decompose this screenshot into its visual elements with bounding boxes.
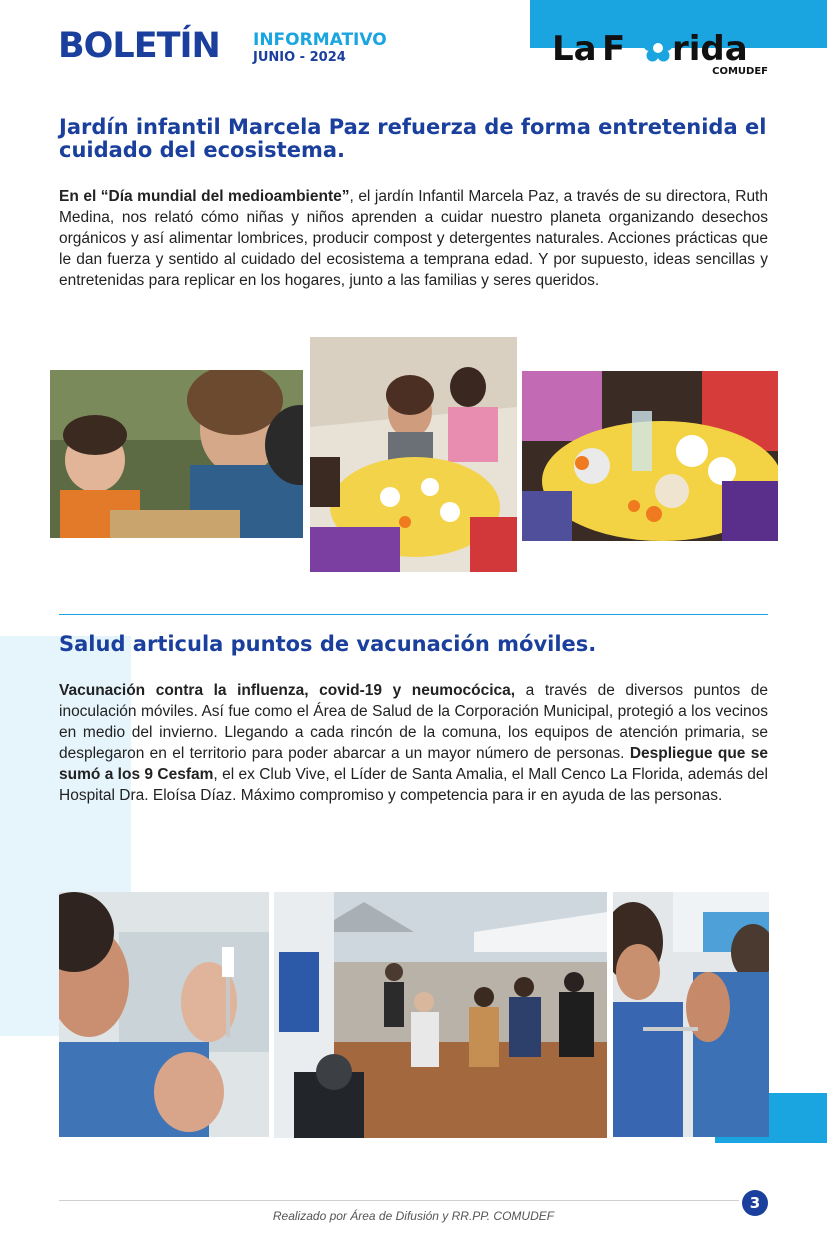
section-divider bbox=[59, 614, 768, 615]
article-1-lead: En el “Día mundial del medioambiente” bbox=[59, 188, 350, 205]
article-1-heading: Jardín infantil Marcela Paz refuerza de forma entretenida el cuidado del ecosistema. bbox=[59, 115, 767, 162]
article-1-body bbox=[59, 186, 768, 291]
article-1-text: , el jardín Infantil Marcela Paz, a través de su directora, Ruth Medina, nos relató cómo niñas y niños aprenden a cuidar nuestro planeta organizando desechos orgánicos y así alimentar lombrices, producir compost y detergentes naturales. Acciones prácticas que le dan fuerza y sentido al cuidado del ecosistema a temprana edad. Y por supuesto, ideas sencillas y entretenidas para replicar en los hogares, junto a las familias y seres queridos. bbox=[59, 188, 768, 289]
article-2-text-1: a través de diversos puntos de inoculación móviles. Así fue como el Área de Salud de la Corporación Municipal, protegió a los vecinos en medio del invierno. Llegando a cada rincón de la comuna, los equipos de atención primaria, se desplegaron en el territorio para poder abarcar a un mayor número de personas. bbox=[59, 682, 768, 762]
photo-tent-activity bbox=[310, 337, 517, 572]
footer-credit: Realizado por Área de Difusión y RR.PP. COMUDEF bbox=[272, 1209, 555, 1223]
article-2-heading: Salud articula puntos de vacunación móviles. bbox=[59, 632, 597, 656]
article-2-text-2: , el ex Club Vive, el Líder de Santa Amalia, el Mall Cenco La Florida, además del Hospital Dra. Eloísa Díaz. Máximo compromiso y competencia para ir en ayuda de las personas. bbox=[59, 766, 768, 804]
article-2-highlight: Despliegue que se sumó a los 9 Cesfam bbox=[59, 745, 769, 783]
bulletin-date: JUNIO - 2024 bbox=[253, 50, 346, 65]
photo-nurse-syringe bbox=[59, 892, 269, 1137]
logo-text-la: La bbox=[552, 29, 597, 69]
photo-vaccination-arm bbox=[613, 892, 769, 1137]
photo-table-fruits bbox=[522, 371, 778, 541]
article-2-body bbox=[59, 680, 768, 806]
footer-divider bbox=[59, 1200, 739, 1201]
article-2-lead: Vacunación contra la influenza, covid-19 y neumocócica, bbox=[59, 682, 516, 699]
bulletin-subtitle: INFORMATIVO bbox=[253, 30, 387, 50]
photo-vaccination-tent bbox=[274, 892, 607, 1138]
logo-text-f: F bbox=[602, 29, 626, 69]
photo-teacher-with-children bbox=[50, 370, 303, 538]
page-number-badge: 3 bbox=[742, 1190, 768, 1216]
logo-text-rida: rida bbox=[672, 29, 748, 69]
la-florida-logo bbox=[550, 28, 770, 76]
flower-icon bbox=[644, 33, 673, 62]
bulletin-title: BOLETÍN bbox=[58, 26, 220, 66]
logo-sub-comudef: COMUDEF bbox=[712, 66, 768, 76]
